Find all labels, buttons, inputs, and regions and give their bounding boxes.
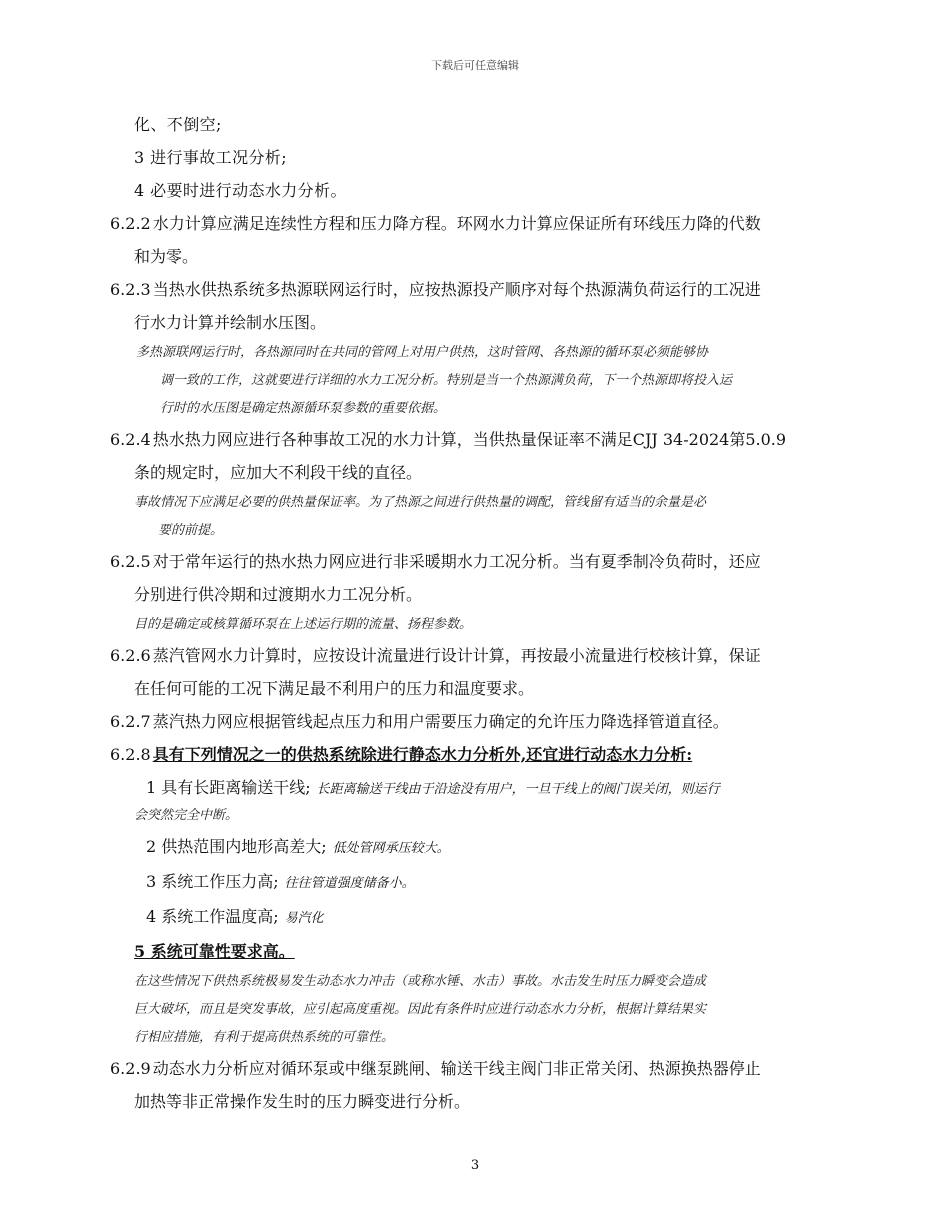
clause-text: 热水热力网应进行各种事故工况的水力计算，当供热量保证率不满足CJJ 34-2024第5.0.9 xyxy=(152,430,787,449)
page-number: 3 xyxy=(470,1158,480,1173)
text-line: 3 进行事故工况分析; xyxy=(134,148,288,167)
clause-number: 6.2.9 xyxy=(110,1059,151,1078)
clause-text: 蒸汽热力网应根据管线起点压力和用户需要压力确定的允许压力降选择管道直径。 xyxy=(152,712,729,731)
note-line: 事故情况下应满足必要的供热量保证率。为了热源之间进行供热量的调配，管线留有适当的余量是必 xyxy=(134,495,707,510)
clause-number: 6.2.3 xyxy=(110,280,151,299)
item-text: 1 具有长距离输送干线; xyxy=(146,778,311,797)
commentary-note xyxy=(110,611,862,639)
item-note: 往往管道强度储备小。 xyxy=(284,876,415,891)
clause-6-2-6 xyxy=(110,639,862,705)
clause-6-2-7 xyxy=(110,705,862,738)
commentary-note xyxy=(110,339,862,423)
page-header: 下载后可任意编辑 xyxy=(431,59,519,72)
clause-6-2-4 xyxy=(110,423,862,489)
note-line: 多热源联网运行时，各热源同时在共同的管网上对用户供热，这时管网、各热源的循环泵必须能够协 xyxy=(136,345,709,360)
clause-text: 水力计算应满足连续性方程和压力降方程。环网水力计算应保证所有环线压力降的代数 xyxy=(152,214,761,233)
list-item xyxy=(110,830,862,865)
item-note: 低处管网承压较大。 xyxy=(332,841,450,856)
clause-number: 6.2.5 xyxy=(110,552,151,571)
note-line: 要的前提。 xyxy=(158,523,224,538)
clause-text: 动态水力分析应对循环泵或中继泵跳闸、输送干线主阀门非正常关闭、热源换热器停止 xyxy=(152,1059,761,1078)
clause-6-2-8 xyxy=(110,738,862,771)
list-item xyxy=(110,771,862,806)
item-note: 长距离输送干线由于沿途没有用户，一旦干线上的阀门误关闭，则运行 xyxy=(316,782,720,797)
list-item xyxy=(110,900,862,935)
clause-text: 蒸汽管网水力计算时，应按设计流量进行设计计算，再按最小流量进行校核计算，保证 xyxy=(152,646,761,665)
note-line: 巨大破坏，而且是突发事故，应引起高度重视。因此有条件时应进行动态水力分析，根据计算结果实 xyxy=(134,1002,707,1017)
clause-text: 当热水供热系统多热源联网运行时，应按热源投产顺序对每个热源满负荷运行的工况进 xyxy=(152,280,761,299)
clause-text-cont: 加热等非正常操作发生时的压力瞬变进行分析。 xyxy=(134,1092,471,1111)
clause-6-2-3 xyxy=(110,273,862,339)
list-item xyxy=(110,865,862,900)
clause-6-2-2 xyxy=(110,207,862,273)
clause-text-cont: 分别进行供冷期和过渡期水力工况分析。 xyxy=(134,585,423,604)
clause-number: 6.2.4 xyxy=(110,430,151,449)
text-line: 化、不倒空; xyxy=(134,115,222,134)
item-text: 4 系统工作温度高; xyxy=(146,907,279,926)
note-line: 行时的水压图是确定热源循环泵参数的重要依据。 xyxy=(160,401,447,416)
list-item xyxy=(110,935,862,968)
note-line: 会突然完全中断。 xyxy=(134,808,239,823)
clause-number: 6.2.7 xyxy=(110,712,151,731)
document-body xyxy=(110,108,862,1118)
note-line: 在这些情况下供热系统极易发生动态水力冲击（或称水锤、水击）事故。水击发生时压力瞬变会造成 xyxy=(134,974,707,989)
clause-text: 对于常年运行的热水热力网应进行非采暖期水力工况分析。当有夏季制冷负荷时，还应 xyxy=(152,552,761,571)
item-text: 3 系统工作压力高; xyxy=(146,872,279,891)
item-text: 5 系统可靠性要求高。 xyxy=(134,942,295,961)
clause-text-cont: 和为零。 xyxy=(134,247,199,266)
note-line: 调一致的工作，这就要进行详细的水力工况分析。特别是当一个热源满负荷，下一个热源即将投入运 xyxy=(160,373,733,388)
clause-text: 具有下列情况之一的供热系统除进行静态水力分析外,还宜进行动态水力分析: xyxy=(152,745,693,764)
item-text: 2 供热范围内地形高差大; xyxy=(146,837,327,856)
clause-6-2-9 xyxy=(110,1052,862,1118)
clause-number: 6.2.2 xyxy=(110,214,151,233)
commentary-note xyxy=(110,489,862,545)
clause-number: 6.2.8 xyxy=(110,745,151,764)
clause-text-cont: 在任何可能的工况下满足最不利用户的压力和温度要求。 xyxy=(134,679,535,698)
clause-number: 6.2.6 xyxy=(110,646,151,665)
clause-6-2-5 xyxy=(110,545,862,611)
text-line: 4 必要时进行动态水力分析。 xyxy=(134,181,347,200)
clause-text-cont: 行水力计算并绘制水压图。 xyxy=(134,313,327,332)
item-note: 易汽化 xyxy=(284,911,324,926)
note-line: 行相应措施，有利于提高供热系统的可靠性。 xyxy=(134,1030,395,1045)
clause-text-cont: 条的规定时，应加大不利段干线的直径。 xyxy=(134,463,423,482)
commentary-note xyxy=(110,968,862,1052)
note-line: 目的是确定或核算循环泵在上述运行期的流量、扬程参数。 xyxy=(134,617,473,632)
